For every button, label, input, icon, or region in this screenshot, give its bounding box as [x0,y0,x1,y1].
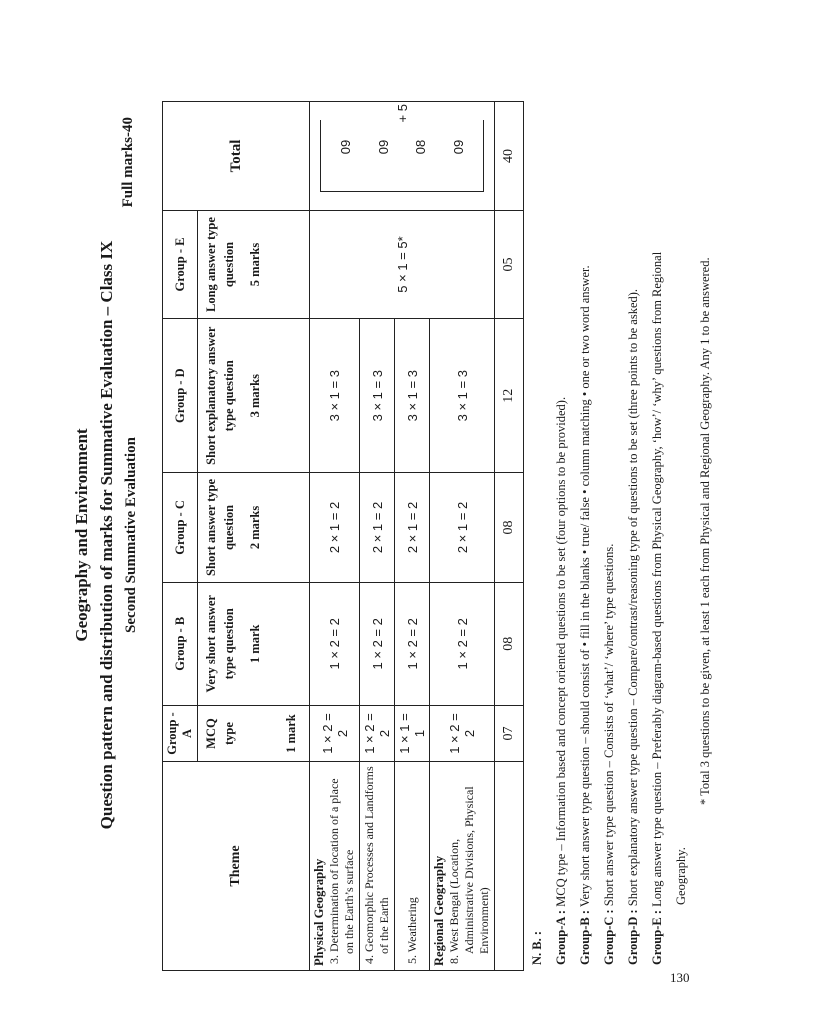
group-b-value: 1 × 2 = 2 [310,582,360,706]
group-c-type: Short answer type question [204,478,236,576]
group-b-type: Very short answer type question [204,595,236,693]
group-c-header: Group - C [163,473,198,582]
group-b-marks: 1 mark [248,624,262,664]
theme-text: 4. Geomorphic Processes and Landforms of the Earth [362,766,391,964]
group-b-header: Group - B [163,582,198,706]
group-c-marks: 2 marks [248,505,262,550]
group-c-desc [198,473,310,582]
note-item [573,105,597,965]
group-c-value: 2 × 1 = 2 [430,473,495,582]
theme-text: 5. Weathering [404,897,419,964]
marks-distribution-table [162,101,524,971]
note-item [621,105,645,965]
rotated-page [70,85,710,985]
group-a-value: 1 × 2 = 2 [310,706,360,762]
bracket-extra: + 5 [394,104,410,123]
note-label: Group-A : [554,910,568,965]
group-b-value: 1 × 2 = 2 [360,582,395,706]
group-d-value: 3 × 1 = 3 [360,319,395,473]
column-totals-row [495,102,524,971]
table-row [310,102,360,971]
title-block [70,85,142,985]
document-title: Question pattern and distribution of marks for Summative Evaluation – Class IX [97,240,116,830]
group-c-value: 2 × 1 = 2 [310,473,360,582]
group-a-value: 1 × 2 = 2 [360,706,395,762]
notes-heading: N. B. : [530,930,544,965]
note-text: Long answer type question – Preferably diagram-based questions from Physical Geography, ‘how’/ ‘why’ questions from Regional [650,251,664,907]
theme-text: 8. West Bengal (Location, Administrative Divisions, Physical Environment) [447,786,491,964]
group-b-total: 08 [495,582,524,706]
note-label: Group-C : [602,909,616,965]
grand-total: 40 [495,102,524,211]
row-total: 09 [338,139,354,155]
group-c-total: 08 [495,473,524,582]
subject-title: Geography and Environment [72,428,91,642]
note-item [549,105,573,965]
group-d-total: 12 [495,319,524,473]
note-item [597,105,621,965]
group-a-total: 07 [495,706,524,762]
group-e-desc [198,211,310,319]
note-text: Short explanatory answer type question – Compare/contrast/reasoning type of questions to be set (three points to be asked). [626,288,640,907]
theme-text: 3. Determination of location of a place on the Earth’s surface [327,778,356,964]
group-b-value: 1 × 2 = 2 [430,582,495,706]
group-a-value: 1 × 1 = 1 [395,706,430,762]
note-label: Group-B : [578,910,592,965]
theme-cell [360,762,395,971]
group-c-value: 2 × 1 = 2 [360,473,395,582]
group-e-total: 05 [495,211,524,319]
group-b-value: 1 × 2 = 2 [395,582,430,706]
total-header: Total [163,102,310,211]
group-e-header: Group - E [163,211,198,319]
group-a-type: MCQ type [204,718,236,749]
footnote: * Total 3 questions to be given, at least 1 each from Physical and Regional Geography. Any 1 to be answered. [698,257,712,805]
note-text: Very short answer type question – should consist of • fill in the blanks • true/ false • column matching • one or two word answer. [578,265,592,908]
note-item [645,105,669,965]
theme-header: Theme [163,762,310,971]
group-b-desc [198,582,310,706]
note-continuation: Geography. [674,847,688,905]
row-total: 08 [413,139,429,155]
group-e-value: 5 × 1 = 5* [310,211,495,319]
group-d-header: Group - D [163,319,198,473]
theme-cell [430,762,495,971]
row-total: 09 [375,139,391,155]
note-label: Group-E : [650,910,664,965]
row-totals-cell [310,102,495,211]
group-e-type: Long answer type question [204,217,236,312]
section-heading-regional: Regional Geography [432,855,446,966]
document-subtitle: Second Summative Evaluation [123,437,139,633]
group-c-value: 2 × 1 = 2 [395,473,430,582]
note-label: Group-D : [626,909,640,965]
group-d-value: 3 × 1 = 3 [310,319,360,473]
group-a-marks: 1 mark [284,714,298,753]
group-e-marks: 5 marks [248,242,262,287]
theme-cell [395,762,430,971]
notes-section [525,105,717,965]
group-a-desc [198,706,310,762]
group-a-value: 1 × 2 = 2 [430,706,495,762]
group-a-header: Group - A [163,706,198,762]
group-d-value: 3 × 1 = 3 [430,319,495,473]
group-d-desc [198,319,310,473]
group-d-value: 3 × 1 = 3 [395,319,430,473]
page-number: 130 [670,970,690,985]
full-marks-label: Full marks-40 [120,117,136,208]
group-header-row [163,102,198,971]
section-heading-physical: Physical Geography [312,858,326,966]
group-d-marks: 3 marks [248,374,262,418]
note-text: MCQ type – Information based and concept oriented questions to be set (four options to be provided). [554,396,568,907]
group-d-type: Short explanatory answer type question [204,326,236,465]
note-text: Short answer type question – Consists of ‘what’/ ‘where’ type questions. [602,543,616,907]
theme-cell [310,762,360,971]
totals-label-empty [495,762,524,971]
row-total: 09 [450,139,466,155]
